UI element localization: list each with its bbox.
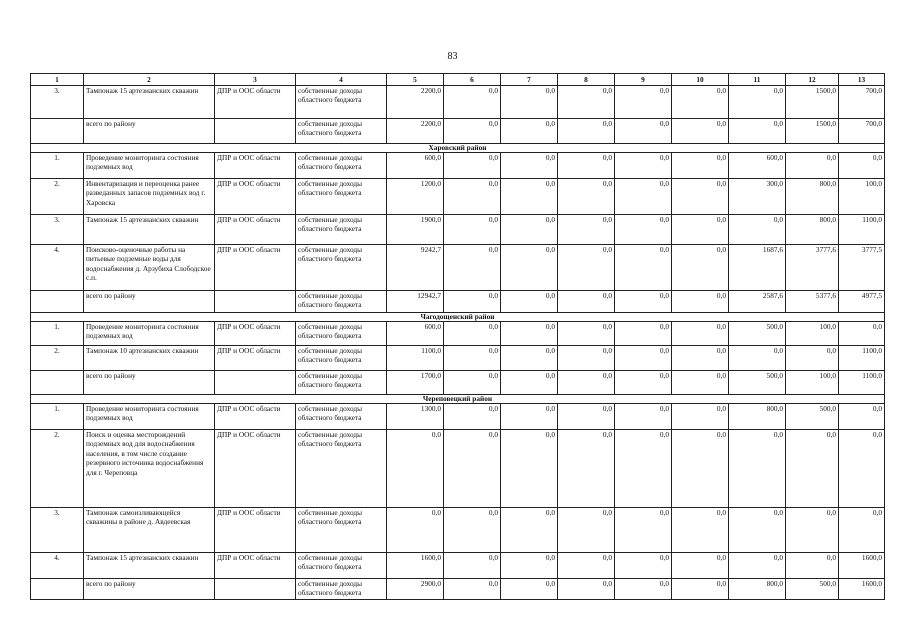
table-row — [31, 179, 885, 215]
table-body — [31, 74, 885, 600]
table-cell: 100,0 — [786, 371, 839, 395]
table-cell: 0,0 — [672, 579, 729, 600]
table-cell: 3. — [31, 86, 84, 119]
table-cell: Поисково-оценочные работы на питьевые подземные воды для водоснабжения д. Арзубиха Слободское с.п. — [84, 245, 215, 291]
table-cell: собственные доходы областного бюджета — [296, 322, 387, 346]
table-cell: 0,0 — [558, 86, 615, 119]
table-cell: 0,0 — [786, 346, 839, 371]
section-row — [31, 313, 885, 322]
table-cell: 0,0 — [501, 430, 558, 508]
table-cell: 500,0 — [786, 579, 839, 600]
table-row — [31, 245, 885, 291]
table-cell: собственные доходы областного бюджета — [296, 179, 387, 215]
header-cell: 13 — [839, 74, 885, 86]
header-cell: 12 — [786, 74, 839, 86]
table-cell: Инвентаризация и переоценка ранее разведанных запасов подземных вод г. Харовска — [84, 179, 215, 215]
table-cell: 0,0 — [558, 579, 615, 600]
table-cell: 0,0 — [501, 215, 558, 245]
table-cell: 1700,0 — [387, 371, 444, 395]
table-cell: 1500,0 — [786, 119, 839, 144]
table-cell: собственные доходы областного бюджета — [296, 579, 387, 600]
table-cell: ДПР и ООС области — [215, 553, 296, 579]
table-cell: 100,0 — [786, 322, 839, 346]
table-cell: собственные доходы областного бюджета — [296, 291, 387, 313]
section-title: Чагодощенский район — [31, 313, 885, 322]
table-row — [31, 86, 885, 119]
table-cell: всего по району — [84, 371, 215, 395]
table-cell: собственные доходы областного бюджета — [296, 153, 387, 179]
table-cell — [215, 579, 296, 600]
table-cell: ДПР и ООС области — [215, 404, 296, 430]
table-cell: 0,0 — [615, 291, 672, 313]
table-row — [31, 579, 885, 600]
table-cell: 0,0 — [444, 346, 501, 371]
table-row — [31, 119, 885, 144]
table-cell: 2587,6 — [729, 291, 786, 313]
table-cell: 1. — [31, 404, 84, 430]
table-cell: 100,0 — [839, 179, 885, 215]
table-cell: 0,0 — [672, 215, 729, 245]
table-row — [31, 404, 885, 430]
section-row — [31, 395, 885, 404]
table-cell: Тампонаж 10 артезианских скважин — [84, 346, 215, 371]
table-cell: 0,0 — [615, 508, 672, 553]
table-cell: 0,0 — [444, 579, 501, 600]
table-cell: 0,0 — [672, 291, 729, 313]
table-cell: 0,0 — [444, 430, 501, 508]
table-cell: 0,0 — [839, 508, 885, 553]
table-cell: собственные доходы областного бюджета — [296, 553, 387, 579]
table-row — [31, 322, 885, 346]
table-cell: 0,0 — [501, 553, 558, 579]
table-cell: 0,0 — [444, 404, 501, 430]
table-cell: 0,0 — [615, 215, 672, 245]
table-cell: 2. — [31, 430, 84, 508]
table-cell: 1. — [31, 153, 84, 179]
table-cell: собственные доходы областного бюджета — [296, 215, 387, 245]
table-cell: 2900,0 — [387, 579, 444, 600]
table-cell: собственные доходы областного бюджета — [296, 245, 387, 291]
table-cell: 0,0 — [615, 430, 672, 508]
table-cell: 0,0 — [615, 119, 672, 144]
table-cell — [31, 119, 84, 144]
table-cell: 0,0 — [615, 245, 672, 291]
table-cell: 0,0 — [729, 346, 786, 371]
table-cell — [215, 119, 296, 144]
table-cell: 500,0 — [729, 322, 786, 346]
table-cell: 1687,6 — [729, 245, 786, 291]
table-row — [31, 508, 885, 553]
table-cell: 0,0 — [501, 179, 558, 215]
table-cell: 0,0 — [501, 86, 558, 119]
table-cell: 0,0 — [672, 245, 729, 291]
table-cell: 300,0 — [729, 179, 786, 215]
table-cell: 0,0 — [444, 245, 501, 291]
table-cell: 4977,5 — [839, 291, 885, 313]
table-cell: 0,0 — [615, 553, 672, 579]
header-cell: 11 — [729, 74, 786, 86]
table-cell: 0,0 — [558, 291, 615, 313]
table-cell: 0,0 — [501, 245, 558, 291]
table-cell: 0,0 — [444, 371, 501, 395]
table-cell: 0,0 — [558, 508, 615, 553]
table-cell: 3. — [31, 215, 84, 245]
table-cell — [31, 579, 84, 600]
table-cell: ДПР и ООС области — [215, 245, 296, 291]
table-cell: 1300,0 — [387, 404, 444, 430]
section-title: Харовский район — [31, 144, 885, 153]
table-row — [31, 346, 885, 371]
table-cell: всего по району — [84, 579, 215, 600]
table-cell: 500,0 — [786, 404, 839, 430]
table-cell: Проведение мониторинга состояния подземных вод — [84, 153, 215, 179]
table-cell: 1600,0 — [839, 579, 885, 600]
table-cell: Поиск и оценка месторождений подземных вод для водоснабжения населения, в том числе создание резервного источника водоснабжения для г. Череповца — [84, 430, 215, 508]
header-row — [31, 74, 885, 86]
table-cell: 0,0 — [501, 404, 558, 430]
table-cell: 0,0 — [615, 404, 672, 430]
table-cell: всего по району — [84, 119, 215, 144]
table-cell: 0,0 — [672, 553, 729, 579]
table-cell: 1100,0 — [387, 346, 444, 371]
table-cell: 0,0 — [786, 553, 839, 579]
table-cell: 0,0 — [615, 346, 672, 371]
table-cell: 0,0 — [444, 119, 501, 144]
table-cell: 0,0 — [839, 322, 885, 346]
table-cell: 700,0 — [839, 119, 885, 144]
table-cell: 2. — [31, 179, 84, 215]
table-cell: 0,0 — [839, 153, 885, 179]
table-cell: 0,0 — [501, 322, 558, 346]
table-cell: 0,0 — [501, 508, 558, 553]
table-cell: Проведение мониторинга состояния подземных вод — [84, 322, 215, 346]
table-row — [31, 371, 885, 395]
table-cell: 600,0 — [387, 322, 444, 346]
table-cell: Тампонаж 15 артезианских скважин — [84, 215, 215, 245]
table-cell: 0,0 — [672, 179, 729, 215]
table-cell: 1100,0 — [839, 346, 885, 371]
table-cell: собственные доходы областного бюджета — [296, 430, 387, 508]
table-cell: 1200,0 — [387, 179, 444, 215]
table-cell: 800,0 — [786, 179, 839, 215]
table-cell: 0,0 — [839, 404, 885, 430]
table-cell: собственные доходы областного бюджета — [296, 346, 387, 371]
table-cell: 0,0 — [558, 553, 615, 579]
table-cell: 0,0 — [558, 119, 615, 144]
table-cell: 2. — [31, 346, 84, 371]
table-cell: 2200,0 — [387, 86, 444, 119]
table-cell: 0,0 — [558, 430, 615, 508]
page-number: 83 — [447, 51, 458, 62]
table-cell: 0,0 — [672, 119, 729, 144]
table-cell: ДПР и ООС области — [215, 86, 296, 119]
table-cell: 0,0 — [672, 404, 729, 430]
table-cell: 0,0 — [558, 179, 615, 215]
table-cell: ДПР и ООС области — [215, 322, 296, 346]
table-cell: 0,0 — [387, 430, 444, 508]
table-cell: 0,0 — [729, 430, 786, 508]
table-cell: 0,0 — [729, 553, 786, 579]
table-cell: 0,0 — [444, 508, 501, 553]
table-cell: 0,0 — [444, 553, 501, 579]
table-cell: собственные доходы областного бюджета — [296, 508, 387, 553]
table-cell: 800,0 — [729, 404, 786, 430]
table-cell: 0,0 — [558, 215, 615, 245]
table-cell: 600,0 — [387, 153, 444, 179]
table-cell: 0,0 — [444, 179, 501, 215]
table-cell: 0,0 — [729, 508, 786, 553]
table-cell — [215, 371, 296, 395]
section-title: Череповецкий район — [31, 395, 885, 404]
table-cell: собственные доходы областного бюджета — [296, 371, 387, 395]
table-cell: 4. — [31, 245, 84, 291]
table-cell: 0,0 — [672, 322, 729, 346]
header-cell: 1 — [31, 74, 84, 86]
header-cell: 7 — [501, 74, 558, 86]
table-cell: 600,0 — [729, 153, 786, 179]
table-row — [31, 215, 885, 245]
table-cell: 0,0 — [558, 153, 615, 179]
table-cell: 0,0 — [672, 371, 729, 395]
table-cell: 0,0 — [501, 371, 558, 395]
table-cell: 0,0 — [615, 579, 672, 600]
table-cell: Тампонаж 15 артезианских скважин — [84, 86, 215, 119]
table-cell: 0,0 — [501, 579, 558, 600]
table-cell: 0,0 — [839, 430, 885, 508]
table-cell: ДПР и ООС области — [215, 430, 296, 508]
table-cell: 0,0 — [501, 291, 558, 313]
header-cell: 8 — [558, 74, 615, 86]
table-cell: 1100,0 — [839, 215, 885, 245]
header-cell: 3 — [215, 74, 296, 86]
table-cell: 1. — [31, 322, 84, 346]
table-cell: 0,0 — [444, 215, 501, 245]
table-cell: Проведение мониторинга состояния подземных вод — [84, 404, 215, 430]
header-cell: 9 — [615, 74, 672, 86]
table-cell: 0,0 — [729, 215, 786, 245]
header-cell: 6 — [444, 74, 501, 86]
table-cell: 0,0 — [786, 153, 839, 179]
table-row — [31, 291, 885, 313]
table-cell: ДПР и ООС области — [215, 508, 296, 553]
table-cell: 3777,5 — [839, 245, 885, 291]
table-cell — [31, 371, 84, 395]
table-cell — [31, 291, 84, 313]
table-cell: 0,0 — [558, 322, 615, 346]
table-cell: Тампонаж самоизливающейся скважины в районе д. Авдеевская — [84, 508, 215, 553]
table-cell: 0,0 — [444, 153, 501, 179]
table-cell: 0,0 — [558, 245, 615, 291]
table-cell: 0,0 — [444, 86, 501, 119]
table-row — [31, 553, 885, 579]
table-cell: 0,0 — [444, 322, 501, 346]
table-cell: 1500,0 — [786, 86, 839, 119]
table-cell: 0,0 — [558, 371, 615, 395]
table-cell: 500,0 — [729, 371, 786, 395]
table-cell: 0,0 — [558, 404, 615, 430]
table-cell: 0,0 — [672, 153, 729, 179]
table-row — [31, 430, 885, 508]
table-cell: 0,0 — [672, 508, 729, 553]
table-row — [31, 153, 885, 179]
table-cell: 3777,6 — [786, 245, 839, 291]
table-cell: всего по району — [84, 291, 215, 313]
table-cell: 4. — [31, 553, 84, 579]
table-cell: 0,0 — [444, 291, 501, 313]
table-cell: ДПР и ООС области — [215, 179, 296, 215]
table-cell: 1600,0 — [387, 553, 444, 579]
header-cell: 2 — [84, 74, 215, 86]
table-cell: Тампонаж 15 артезианских скважин — [84, 553, 215, 579]
table-cell: 0,0 — [672, 346, 729, 371]
budget-table — [30, 73, 885, 600]
table-cell: 0,0 — [615, 322, 672, 346]
section-row — [31, 144, 885, 153]
table-cell: ДПР и ООС области — [215, 153, 296, 179]
table-cell: 0,0 — [615, 86, 672, 119]
table-cell: собственные доходы областного бюджета — [296, 404, 387, 430]
header-cell: 4 — [296, 74, 387, 86]
table-cell: 1600,0 — [839, 553, 885, 579]
table-cell: 0,0 — [615, 179, 672, 215]
table-cell: 0,0 — [558, 346, 615, 371]
table-cell — [215, 291, 296, 313]
table-cell: 1100,0 — [839, 371, 885, 395]
table-cell: 3. — [31, 508, 84, 553]
table-cell: ДПР и ООС области — [215, 346, 296, 371]
table-cell: 0,0 — [786, 508, 839, 553]
table-cell: 800,0 — [729, 579, 786, 600]
header-cell: 10 — [672, 74, 729, 86]
table-cell: 9242,7 — [387, 245, 444, 291]
table-cell: 0,0 — [501, 346, 558, 371]
table-cell: 0,0 — [672, 430, 729, 508]
table-cell: собственные доходы областного бюджета — [296, 119, 387, 144]
table-cell: собственные доходы областного бюджета — [296, 86, 387, 119]
table-cell: 0,0 — [729, 86, 786, 119]
table-cell: 0,0 — [501, 153, 558, 179]
table-cell: 0,0 — [786, 430, 839, 508]
table-cell: 0,0 — [615, 153, 672, 179]
table-cell: 2200,0 — [387, 119, 444, 144]
table-cell: 12942,7 — [387, 291, 444, 313]
header-cell: 5 — [387, 74, 444, 86]
table-cell: 0,0 — [501, 119, 558, 144]
table-cell: 0,0 — [672, 86, 729, 119]
table-cell: 0,0 — [387, 508, 444, 553]
table-cell: ДПР и ООС области — [215, 215, 296, 245]
table-cell: 700,0 — [839, 86, 885, 119]
table-cell: 0,0 — [615, 371, 672, 395]
table-cell: 5377,6 — [786, 291, 839, 313]
table-cell: 0,0 — [729, 119, 786, 144]
table-cell: 1900,0 — [387, 215, 444, 245]
table-cell: 800,0 — [786, 215, 839, 245]
